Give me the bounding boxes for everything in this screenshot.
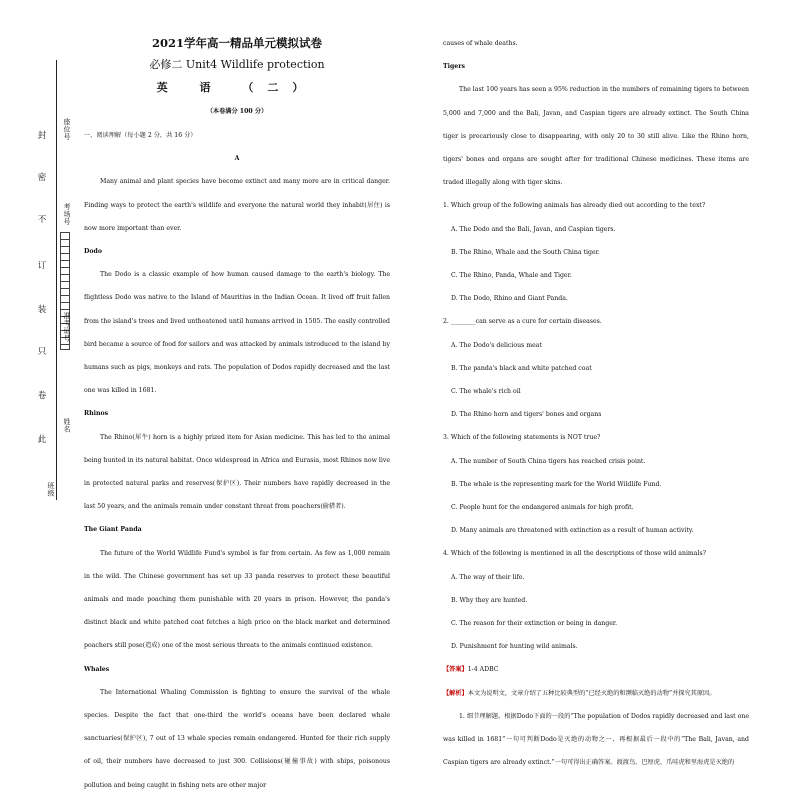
left-column xyxy=(84,32,390,797)
class-label: 班级 xyxy=(47,482,55,497)
seat-number-label: 座位号 xyxy=(63,118,71,141)
question-stem: 4. Which of the following is mentioned in all the descriptions of those wild animals? xyxy=(443,550,706,558)
intro-paragraph: Many animal and plant species have become extinct and many more are in critical danger. Finding ways to protect the earth's wildlife and everyone the natural world they inhabit(居住) is now more important than ever. xyxy=(84,178,390,232)
analysis-detail: 1. 细节理解题。根据Dodo下面的一段的“The population of Dodos rapidly decreased and last one was killed in 1681”一句可判断Dodo是灭绝的动物之一，再根据最后一段中的“The Bali, Javan, and Caspian tigers are already extinct.”一句可得出正确答案。渡渡鸟、巴厘虎、爪哇虎和里海虎是灭绝的 xyxy=(443,712,749,767)
exam-title: 2021学年高一精品单元模拟试卷 xyxy=(151,36,322,50)
option: B. The whale is the representing mark for the World Wildlife Fund. xyxy=(451,480,662,488)
question-stem: 3. Which of the following statements is NOT true? xyxy=(443,434,601,442)
answer-value: 1-4 ADBC xyxy=(467,666,499,674)
tigers-heading: Tigers xyxy=(443,63,465,71)
score-note: （本卷满分 100 分） xyxy=(206,108,268,115)
analysis-label: 【解析】 xyxy=(443,689,468,697)
option: B. Why they are hunted. xyxy=(451,596,528,604)
exam-subtitle: 必修二 Unit4 Wildlife protection xyxy=(149,58,325,71)
subject-title: 英 语 （二） xyxy=(156,81,318,94)
dodo-heading: Dodo xyxy=(84,248,102,256)
section-heading: 一、阅读理解（每小题 2 分，共 16 分） xyxy=(84,132,197,139)
panda-paragraph: The future of the World Wildlife Fund's symbol is far from certain. As few as 1,000 remain in the wild. The Chinese government has set up 33 panda reserves to protect these beautiful animals and made poaching them punishable with 20 years in prison. However, the panda's distinct black and white patched coat fetches a high price on the black market and determined poachers still pose(造成) one of the most serious threats to the animals continued existence. xyxy=(84,549,390,650)
option: C. The reason for their extinction or being in danger. xyxy=(451,620,618,628)
option: D. The Rhino horn and tigers' bones and organs xyxy=(451,411,602,419)
option: A. The Dodo and the Bali, Javan, and Caspian tigers. xyxy=(451,225,616,233)
seal-word: 不 xyxy=(37,215,47,225)
option: C. People hunt for the endangered animals for high profit. xyxy=(451,504,634,512)
option: B. The panda's black and white patched coat xyxy=(451,364,592,372)
option: D. The Dodo, Rhino and Giant Panda. xyxy=(451,295,568,303)
rhinos-paragraph: The Rhino(犀牛) horn is a highly prized item for Asian medicine. This has led to the animal being hunted in its natural habitat. Once widespread in Africa and Eurasia, most Rhinos now live in protected natural parks and reserves(保护区). Their numbers have rapidly decreased in the last 50 years, and the animals remain under constant threat from poachers(偷猎者). xyxy=(84,433,390,511)
option: B. The Rhino, Whale and the South China tiger. xyxy=(451,248,600,256)
seal-word: 封 xyxy=(37,131,47,141)
analysis-text: 本文为说明文，文章介绍了五种比较典型的“已经灭绝的和濒临灭绝的动物”并探究其原因。 xyxy=(467,689,716,697)
analysis-line xyxy=(443,682,749,705)
seal-word: 装 xyxy=(37,305,47,315)
passage-label: A xyxy=(234,155,240,163)
whales-paragraph: The International Whaling Commission is fighting to ensure the survival of the whale species. Despite the fact that one-third the world's oceans have been declared whale sanctuaries(保护区), 7 out of 13 whale species remain endangered. Hunted for their rich supply of oil, their numbers have decreased to just 300. Collisions(碰撞事故) with ships, poisonous pollution and being caught in fishing nets are other major xyxy=(84,688,390,789)
option: A. The way of their life. xyxy=(451,573,525,581)
option: C. The whale's rich oil xyxy=(451,388,521,396)
seal-word: 订 xyxy=(37,261,47,271)
name-label: 姓名 xyxy=(63,418,71,433)
binding-margin xyxy=(0,0,82,794)
option: D. Punishment for hunting wild animals. xyxy=(451,643,578,651)
panda-heading: The Giant Panda xyxy=(84,526,142,534)
seal-word: 只 xyxy=(37,347,47,357)
seal-word: 密 xyxy=(37,173,47,183)
question-stem: 1. Which group of the following animals has already died out according to the text? xyxy=(443,202,706,210)
right-column xyxy=(443,32,749,775)
question-stem: 2. ________can serve as a cure for certain diseases. xyxy=(443,318,602,326)
seal-word: 此 xyxy=(37,435,47,445)
binding-line xyxy=(56,60,57,500)
whales-continued: causes of whale deaths. xyxy=(443,40,518,47)
seal-word: 卷 xyxy=(37,391,47,401)
room-number-label: 考场号 xyxy=(63,203,71,226)
exam-number-label: 准考证号 xyxy=(63,312,71,342)
option: C. The Rhino, Panda, Whale and Tiger. xyxy=(451,272,572,280)
answer-label: 【答案】 xyxy=(443,666,468,674)
tigers-paragraph: The last 100 years has seen a 95% reduction in the numbers of remaining tigers to between 5,000 and 7,000 and the Bali, Javan, and Caspian tigers are already extinct. The South China tiger is precariously close to disappearing, with only 20 to 30 still alive. Like the Rhino horn, tigers' bones and organs are sought after for traditional Chinese medicines. These items are traded illegally along with tiger skins. xyxy=(443,86,749,187)
answer-line xyxy=(443,658,749,681)
option: A. The number of South China tigers has reached crisis point. xyxy=(451,457,646,465)
whales-heading: Whales xyxy=(84,665,110,673)
rhinos-heading: Rhinos xyxy=(84,410,109,418)
option: D. Many animals are threatened with extinction as a result of human activity. xyxy=(451,527,694,535)
option: A. The Dodo's delicious meat xyxy=(451,341,542,349)
dodo-paragraph: The Dodo is a classic example of how human caused damage to the earth's biology. The flightless Dodo was native to the Island of Mauritius in the Indian Ocean. It lived off fruit fallen from the island's trees and lived untheatened until humans arrived in 1505. The easily controlled bird became a source of food for sailors and was attacked by animals introduced to the island by humans such as pigs, monkeys and rats. The population of Dodos rapidly decreased and the last one was killed in 1681. xyxy=(84,271,390,395)
